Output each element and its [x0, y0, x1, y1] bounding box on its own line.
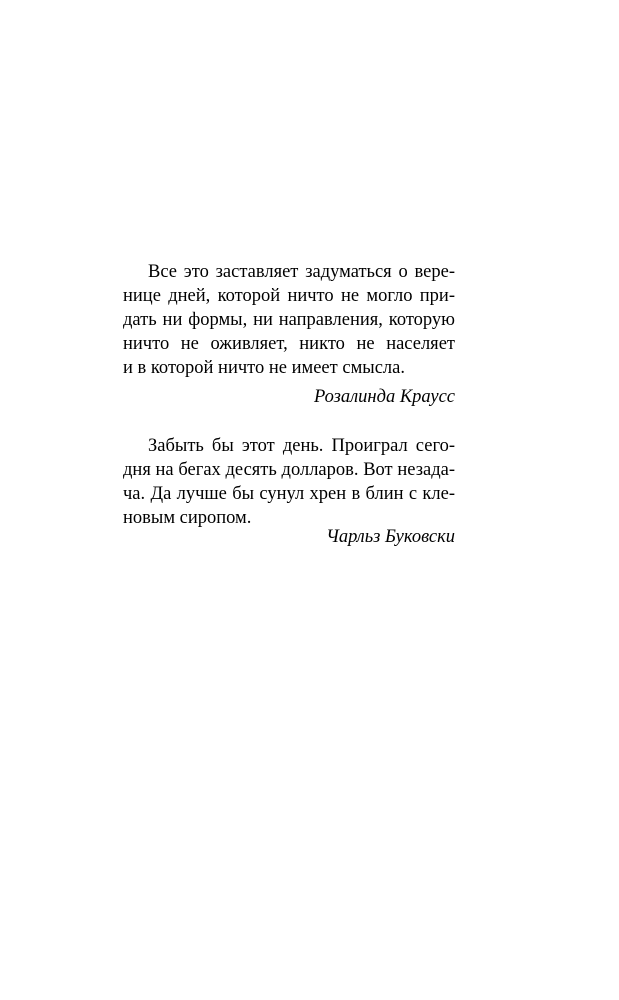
epigraph-line: ничто не оживляет, никто не населяет — [123, 334, 455, 354]
epigraph-line: нице дней, которой ничто не могло при- — [123, 286, 455, 306]
epigraph-bukowski — [123, 434, 455, 549]
epigraph-line: Все это заставляет задуматься о вере- — [148, 262, 455, 282]
epigraph-line: дня на бегах десять долларов. Вот незада- — [123, 460, 455, 480]
epigraph-author: Чарльз Буковски — [326, 527, 455, 547]
epigraph-krauss — [123, 260, 455, 409]
epigraph-line: и в которой ничто не имеет смысла. — [123, 358, 405, 378]
epigraph-author: Розалинда Краусс — [313, 387, 455, 407]
epigraph-line: Забыть бы этот день. Проиграл сего- — [148, 436, 455, 456]
epigraph-line: ча. Да лучше бы сунул хрен в блин с кле- — [123, 484, 455, 504]
epigraph-line: новым сиропом. — [123, 508, 252, 528]
epigraph-line: дать ни формы, ни направления, которую — [123, 310, 455, 330]
